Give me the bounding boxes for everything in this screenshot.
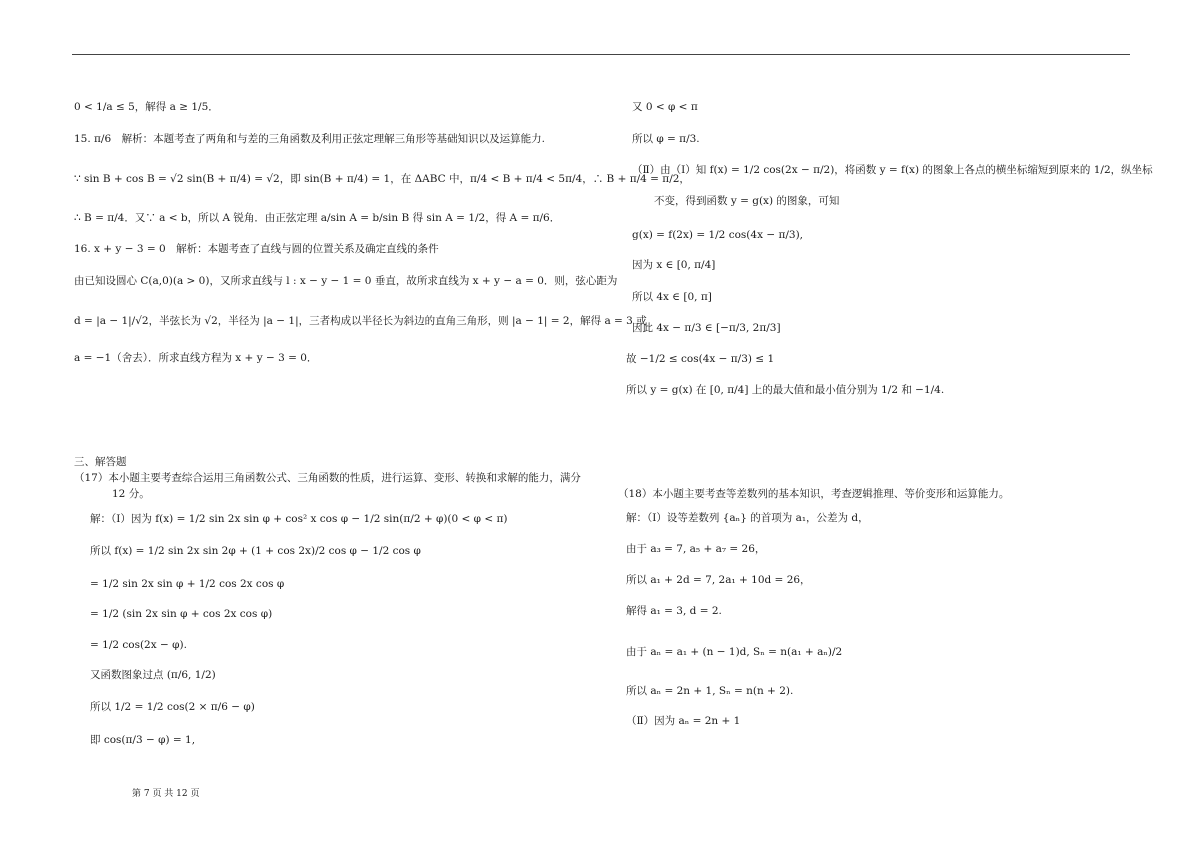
text-line: d = |a − 1|/√2，半弦长为 √2，半径为 |a − 1|，三者构成以半径长为斜边的直角三角形，则 |a − 1| = 2，解得 a = 3 或 [74,315,647,327]
text-line: 由于 aₙ = a₁ + (n − 1)d, Sₙ = n(a₁ + aₙ)/2 [626,646,843,658]
text-line: 由于 a₃ = 7, a₅ + a₇ = 26， [626,543,766,555]
text-line: （Ⅱ）由（Ⅰ）知 f(x) = 1/2 cos(2x − π/2)，将函数 y = f(x) 的图象上各点的横坐标缩短到原来的 1/2，纵坐标 [632,164,1153,176]
text-line: 所以 φ = π/3. [632,133,700,145]
section-heading: 三、解答题 [74,456,127,468]
text-line: 15. π/6 解析：本题考查了两角和与差的三角函数及利用正弦定理解三角形等基础知识以及运算能力. [74,133,545,145]
question-title: （17）本小题主要考查综合运用三角函数公式、三角函数的性质，进行运算、变形、转换和求解的能力，满分 [74,472,581,484]
text-line: 解：（Ⅰ）因为 f(x) = 1/2 sin 2x sin φ + cos² x cos φ − 1/2 sin(π/2 + φ)(0 < φ < π) [90,513,508,525]
text-line: 所以 f(x) = 1/2 sin 2x sin 2φ + (1 + cos 2x)/2 cos φ − 1/2 cos φ [90,545,421,557]
text-line: 所以 1/2 = 1/2 cos(2 × π/6 − φ) [90,701,255,713]
text-line: ∵ sin B + cos B = √2 sin(B + π/4) = √2，即 sin(B + π/4) = 1，在 ΔABC 中，π/4 < B + π/4 < 5π/4，∴ B + π/4 = π/2， [74,173,690,185]
text-line: 0 < 1/a ≤ 5，解得 a ≥ 1/5． [74,101,219,113]
text-line: g(x) = f(2x) = 1/2 cos(4x − π/3), [632,229,804,241]
text-line: 12 分。 [112,488,150,500]
text-line: 解：（Ⅰ）设等差数列 {aₙ} 的首项为 a₁，公差为 d， [626,512,869,524]
text-line: 所以 aₙ = 2n + 1, Sₙ = n(n + 2). [626,685,794,697]
text-line: 不变，得到函数 y = g(x) 的图象，可知 [654,195,840,207]
text-line: 由已知设圆心 C(a,0)(a > 0)，又所求直线与 l : x − y − 1 = 0 垂直，故所求直线为 x + y − a = 0．则，弦心距为 [74,275,618,287]
text-line: 因此 4x − π/3 ∈ [−π/3, 2π/3] [632,322,781,334]
text-line: = 1/2 sin 2x sin φ + 1/2 cos 2x cos φ [90,578,285,590]
text-line: 16. x + y − 3 = 0 解析：本题考查了直线与圆的位置关系及确定直线的条件 [74,243,439,255]
text-line: 故 −1/2 ≤ cos(4x − π/3) ≤ 1 [626,353,775,365]
text-line: 即 cos(π/3 − φ) = 1, [90,734,196,746]
text-line: 又函数图象过点 (π/6, 1/2) [90,669,216,681]
header-rule [72,54,1130,55]
text-line: 所以 y = g(x) 在 [0, π/4] 上的最大值和最小值分别为 1/2 和 −1/4. [626,384,945,396]
page-number: 第 7 页 共 12 页 [132,789,200,799]
text-line: （Ⅱ）因为 aₙ = 2n + 1 [626,715,741,727]
text-line: 因为 x ∈ [0, π/4] [632,259,716,271]
text-line: 所以 a₁ + 2d = 7, 2a₁ + 10d = 26， [626,574,811,586]
text-line: 所以 4x ∈ [0, π] [632,291,712,303]
text-line: = 1/2 cos(2x − φ). [90,639,187,651]
text-line: a = −1（舍去）．所求直线方程为 x + y − 3 = 0． [74,352,318,364]
text-line: ∴ B = π/4．又∵ a < b，所以 A 锐角．由正弦定理 a/sin A = b/sin B 得 sin A = 1/2，得 A = π/6． [74,212,561,224]
text-line: 又 0 < φ < π [632,101,698,113]
question-title: （18）本小题主要考查等差数列的基本知识，考查逻辑推理、等价变形和运算能力。 [618,488,1010,500]
text-line: = 1/2 (sin 2x sin φ + cos 2x cos φ) [90,608,273,620]
text-line: 解得 a₁ = 3, d = 2. [626,605,722,617]
